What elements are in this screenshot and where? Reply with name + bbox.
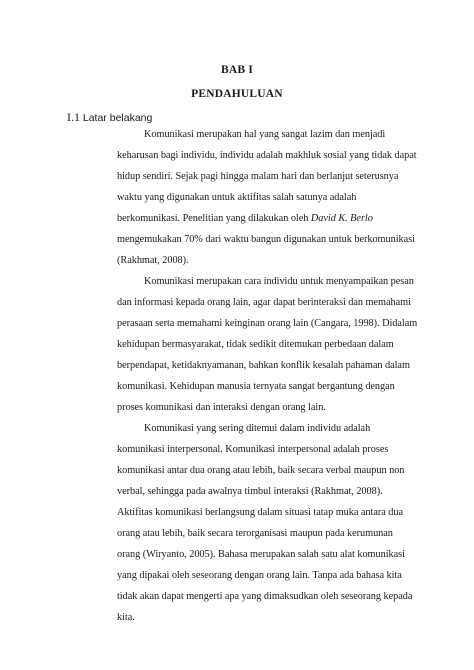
chapter-label: BAB I [221, 64, 253, 76]
paragraph-3-line-10: kita. [117, 612, 135, 623]
paragraph-2-line-2: dan informasi kepada orang lain, agar dapat berinteraksi dan memahami [117, 297, 411, 308]
paragraph-3-line-3: komunikasi antar dua orang atau lebih, baik secara verbal maupun non [117, 465, 405, 476]
paragraph-2-line-5: berpendapat, ketidaknyamanan, bahkan konflik kesalah pahaman dalam [117, 360, 410, 371]
paragraph-2-line-7: proses komunikasi dan interaksi dengan orang lain. [117, 402, 326, 413]
author-name: David K. Berlo [310, 213, 373, 224]
paragraph-1-line-5 [117, 213, 373, 225]
paragraph-2-line-1: Komunikasi merupakan cara individu untuk menyampaikan pesan [144, 276, 414, 287]
paragraph-2-line-6: komunikasi. Kehidupan manusia ternyata sangat bergantung dengan [117, 381, 395, 392]
paragraph-1-line-6: mengemukakan 70% dari waktu bangun digunakan untuk berkomunikasi [117, 234, 415, 245]
paragraph-3-line-7: orang (Wiryanto, 2005). Bahasa merupakan salah satu alat komunikasi [117, 549, 405, 560]
paragraph-1-line-5-text: berkomunikasi. Penelitian yang dilakukan oleh [117, 213, 311, 224]
paragraph-3-line-1: Komunikasi yang sering ditemui dalam individu adalah [144, 423, 371, 434]
paragraph-1-line-3: hidup sendiri. Sejak pagi hingga malam hari dan berlanjut seterusnya [117, 171, 399, 182]
section-number: I.1 [67, 110, 80, 124]
paragraph-1-line-2: keharusan bagi individu, individu adalah makhluk sosial yang tidak dapat [117, 150, 417, 161]
paragraph-2-line-4: kehidupan bermasyarakat, tidak sedikit ditemukan perbedaan dalam [117, 339, 394, 350]
paragraph-1-line-4: waktu yang digunakan untuk aktifitas salah satunya adalah [117, 192, 357, 203]
paragraph-2-line-3: perasaan serta memahami keinginan orang lain (Cangara, 1998). Didalam [117, 318, 418, 329]
section-title: Latar belakang [82, 112, 153, 124]
section-heading [67, 110, 152, 125]
paragraph-3-line-4: verbal, sehingga pada awalnya timbul interaksi (Rakhmat, 2008). [117, 486, 383, 497]
paragraph-3-line-6: orang atau lebih, baik secara terorganisasi maupun pada kerumunan [117, 528, 393, 539]
paragraph-3-line-9: tidak akan dapat mengerti apa yang dimaksudkan oleh seseorang kepada [117, 591, 413, 602]
paragraph-1-line-1: Komunikasi merupakan hal yang sangat lazim dan menjadi [144, 129, 386, 140]
paragraph-3-line-2: komunikasi interpersonal. Komunikasi interpersonal adalah proses [117, 444, 389, 455]
paragraph-3-line-5: Aktifitas komunikasi berlangsung dalam situasi tatap muka antara dua [117, 507, 403, 518]
chapter-title: PENDAHULUAN [191, 88, 283, 100]
paragraph-1-line-7: (Rakhmat, 2008). [117, 255, 189, 266]
paragraph-3-line-8: yang dipakai oleh seseorang dengan orang lain. Tanpa ada bahasa kita [117, 570, 402, 581]
